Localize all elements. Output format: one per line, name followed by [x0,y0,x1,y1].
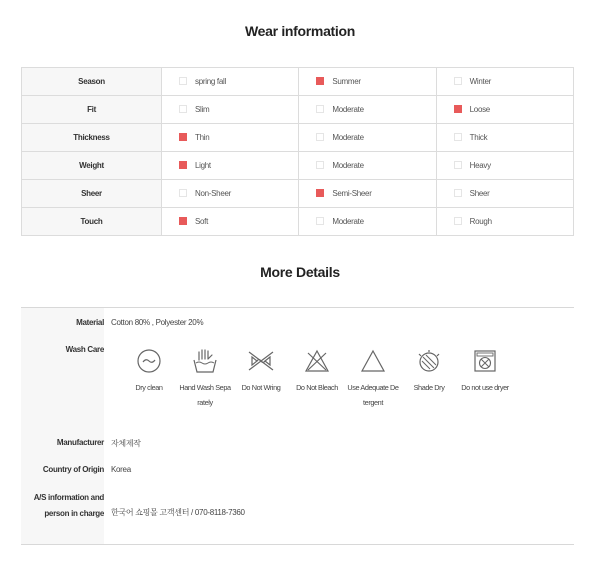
unchecked-box-icon [454,217,462,225]
care-caption: Hand Wash Sepa rately [179,383,231,407]
wear-option-label: Slim [195,105,210,114]
wear-option [299,208,436,236]
more-details-table [21,307,574,545]
wear-option-label: Loose [469,105,490,114]
as-info-label: A/S information and person in charge [33,493,104,518]
wear-option-label: Heavy [469,161,491,170]
wear-option-label: Light [195,161,211,170]
wear-row-label: Weight [22,152,162,180]
wear-option-label: Moderate [332,161,364,170]
wear-option [162,124,299,152]
care-item-do-not-bleach [289,348,345,395]
do-not-bleach-icon [304,348,330,374]
wear-option [162,152,299,180]
dry-clean-icon [136,348,162,374]
wear-option-label: Thin [195,133,210,142]
care-item-do-not-tumble-dry [457,348,513,395]
wear-option-label: Thick [469,133,488,142]
wear-row-season [22,68,574,96]
more-details-title: More Details [260,264,340,280]
unchecked-box-icon [454,77,462,85]
origin-value: Korea [111,465,131,474]
wear-option [299,68,436,96]
wear-option [436,180,573,208]
wear-option [162,180,299,208]
origin-label: Country of Origin [42,465,104,474]
wear-row-label: Sheer [22,180,162,208]
wash-care-icons [121,348,521,418]
wear-information-table [21,67,574,236]
checked-box-icon [316,189,324,197]
unchecked-box-icon [179,77,187,85]
wear-row-label: Touch [22,208,162,236]
wear-option-label: Sheer [469,189,490,198]
wear-option-label: Moderate [332,133,364,142]
care-item-adequate-detergent [345,348,401,410]
wear-option [436,68,573,96]
manufacturer-value: 자체제작 [111,439,141,448]
wear-option [299,96,436,124]
care-item-dry-clean [121,348,177,395]
unchecked-box-icon [179,105,187,113]
material-label: Material [76,318,104,327]
wear-option-label: spring fall [195,77,226,86]
wear-option [436,152,573,180]
unchecked-box-icon [454,161,462,169]
care-caption: Do not use dryer [461,383,509,392]
wear-row-sheer [22,180,574,208]
hand-wash-icon [191,348,219,374]
checked-box-icon [179,133,187,141]
checked-box-icon [316,77,324,85]
care-caption: Do Not Wring [241,383,281,392]
wear-option-label: Moderate [332,217,364,226]
wear-option-label: Summer [332,77,361,86]
wear-option-label: Soft [195,217,209,226]
wear-option [162,68,299,96]
wear-row-fit [22,96,574,124]
unchecked-box-icon [316,105,324,113]
unchecked-box-icon [179,189,187,197]
wear-option [436,96,573,124]
material-value: Cotton 80% , Polyester 20% [111,318,204,327]
unchecked-box-icon [316,161,324,169]
as-info-value: 한국어 쇼핑몰 고객센터 / 070-8118-7360 [111,508,245,517]
wear-option [436,124,573,152]
care-caption: Use Adequate De tergent [347,383,399,407]
care-caption: Dry clean [135,383,163,392]
wear-option [299,152,436,180]
wear-row-label: Thickness [22,124,162,152]
wear-option-label: Winter [469,77,491,86]
care-item-hand-wash [177,348,233,410]
do-not-tumble-dry-icon [472,348,498,374]
unchecked-box-icon [454,189,462,197]
wear-option [299,124,436,152]
wash-care-label: Wash Care [65,345,104,354]
wear-option [299,180,436,208]
checked-box-icon [454,105,462,113]
care-item-shade-dry [401,348,457,395]
wear-row-weight [22,152,574,180]
unchecked-box-icon [454,133,462,141]
wear-option [162,208,299,236]
wear-information-title: Wear information [244,23,356,39]
care-caption: Do Not Bleach [296,383,338,392]
unchecked-box-icon [316,133,324,141]
wear-option-label: Moderate [332,105,364,114]
wear-row-label: Season [22,68,162,96]
adequate-detergent-icon [360,348,386,374]
wear-option [436,208,573,236]
checked-box-icon [179,161,187,169]
unchecked-box-icon [316,217,324,225]
wear-row-touch [22,208,574,236]
wear-option-label: Rough [469,217,492,226]
checked-box-icon [179,217,187,225]
do-not-wring-icon [246,348,276,374]
wear-row-label: Fit [22,96,162,124]
shade-dry-icon [415,348,443,374]
wear-option-label: Semi-Sheer [332,189,372,198]
wear-row-thickness [22,124,574,152]
wear-option-label: Non-Sheer [195,189,231,198]
manufacturer-label: Manufacturer [56,438,104,447]
care-caption: Shade Dry [413,383,445,392]
care-item-do-not-wring [233,348,289,395]
wear-option [162,96,299,124]
